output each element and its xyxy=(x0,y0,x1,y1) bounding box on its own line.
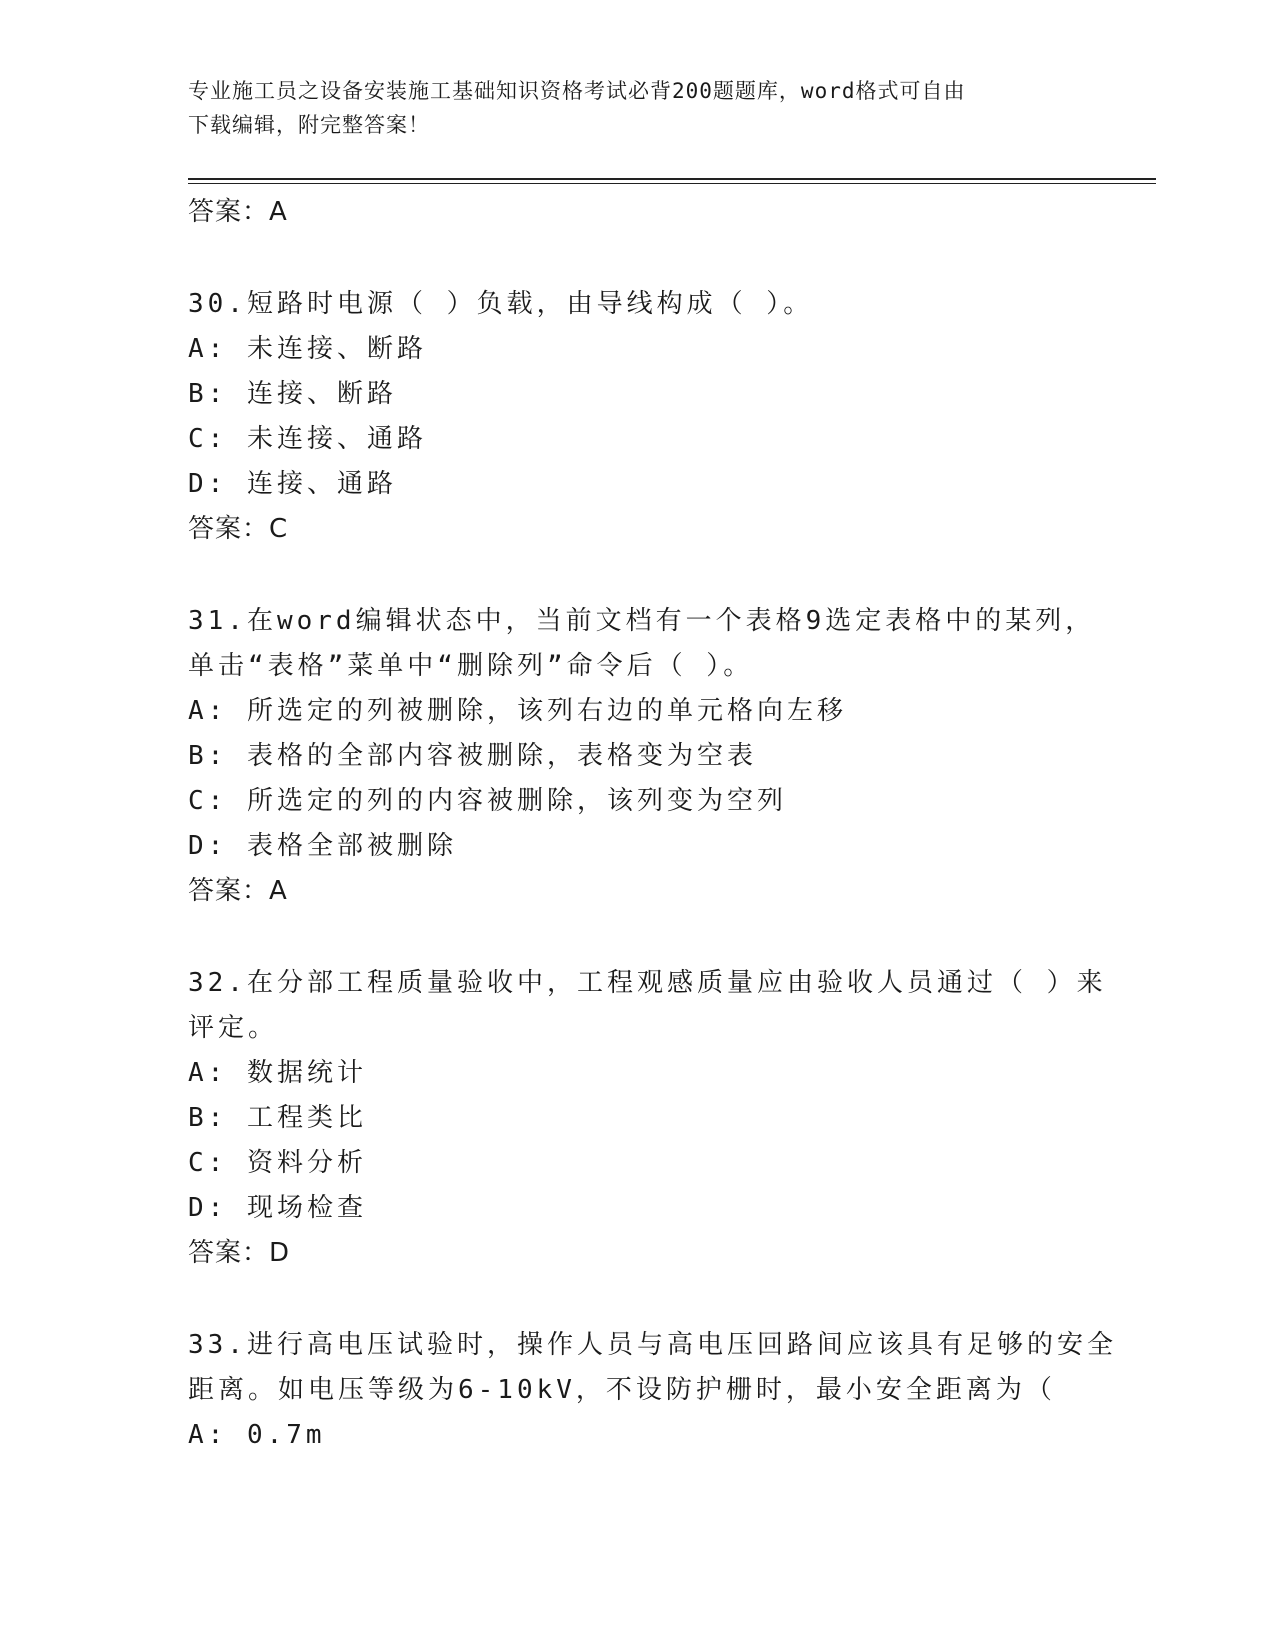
question-text-cont: 距离。如电压等级为6-10kV，不设防护栅时，最小安全距离为（ xyxy=(188,1375,1056,1405)
header-line-2: 下载编辑，附完整答案！ xyxy=(188,113,430,137)
option-d: D: 现场检查 xyxy=(188,1193,367,1223)
option-a: A: 未连接、断路 xyxy=(188,334,427,364)
question-text-cont: 单击“表格”菜单中“删除列”命令后（ ）。 xyxy=(188,651,754,681)
answer: 答案：C xyxy=(188,514,289,544)
question-list xyxy=(188,190,1148,1458)
option-b: B: 工程类比 xyxy=(188,1103,367,1133)
option-c: C: 所选定的列的内容被删除，该列变为空列 xyxy=(188,786,787,816)
option-b: B: 表格的全部内容被删除，表格变为空表 xyxy=(188,741,757,771)
document-header xyxy=(188,74,1088,142)
question-32 xyxy=(188,961,1148,1275)
option-c: C: 未连接、通路 xyxy=(188,424,427,454)
question-31 xyxy=(188,599,1148,913)
header-divider-thin xyxy=(188,183,1156,184)
option-a: A: 数据统计 xyxy=(188,1058,367,1088)
option-a: A: 0.7m xyxy=(188,1420,326,1450)
option-d: D: 表格全部被删除 xyxy=(188,831,457,861)
question-text: 30.短路时电源（ ）负载，由导线构成（ ）。 xyxy=(188,289,814,319)
answer: 答案：A xyxy=(188,876,288,906)
option-d: D: 连接、通路 xyxy=(188,469,397,499)
question-30 xyxy=(188,282,1148,551)
question-text: 32.在分部工程质量验收中，工程观感质量应由验收人员通过（ ）来 xyxy=(188,968,1107,998)
option-a: A: 所选定的列被删除，该列右边的单元格向左移 xyxy=(188,696,847,726)
previous-answer: 答案：A xyxy=(188,197,288,227)
question-text: 31.在word编辑状态中，当前文档有一个表格9选定表格中的某列， xyxy=(188,606,1096,636)
answer: 答案：D xyxy=(188,1238,291,1268)
question-text: 33.进行高电压试验时，操作人员与高电压回路间应该具有足够的安全 xyxy=(188,1330,1117,1360)
option-c: C: 资料分析 xyxy=(188,1148,367,1178)
question-33 xyxy=(188,1323,1148,1458)
header-divider-thick xyxy=(188,178,1156,180)
question-text-cont: 评定。 xyxy=(188,1013,279,1043)
option-b: B: 连接、断路 xyxy=(188,379,397,409)
header-line-1: 专业施工员之设备安装施工基础知识资格考试必背200题题库，word格式可自由 xyxy=(188,79,966,103)
